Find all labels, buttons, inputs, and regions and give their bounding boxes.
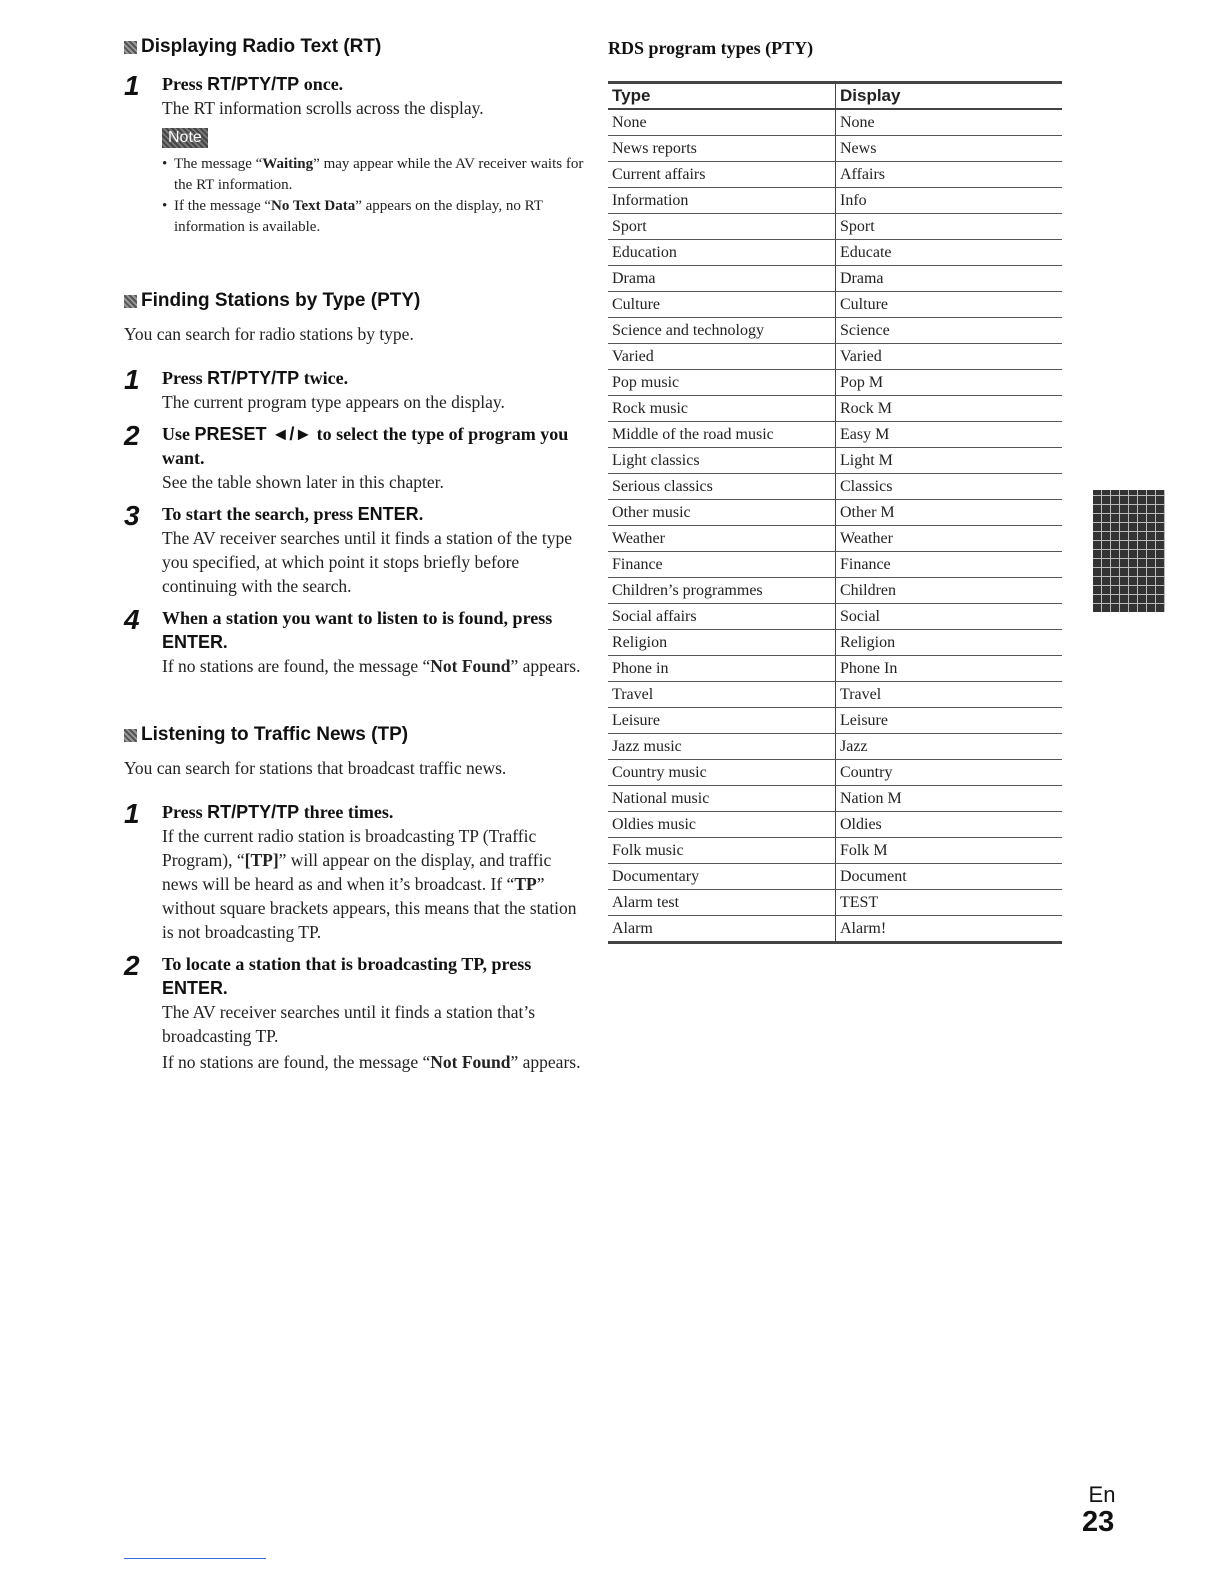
step-title: When a station you want to listen to is found, press ENTER. (162, 608, 553, 652)
cell-type: Rock music (608, 396, 836, 422)
left-column (124, 36, 584, 1074)
cell-display: Children (836, 578, 1063, 604)
step-body: If the current radio station is broadcasting TP (Traffic Program), “[TP]” will appear on the display, and traffic news will be heard as and when it’s broadcast. If “TP” without square brackets appears, this means that the station is not broadcasting TP. (162, 826, 577, 942)
cell-display: Nation M (836, 786, 1063, 812)
pty-step-4 (124, 606, 584, 678)
cell-display: Weather (836, 526, 1063, 552)
right-column (608, 38, 1064, 944)
step-body: If no stations are found, the message “Not Found” appears. (162, 656, 581, 676)
cell-display: Sport (836, 214, 1063, 240)
cell-type: Information (608, 188, 836, 214)
section-intro: You can search for stations that broadcast traffic news. (124, 758, 507, 778)
cell-type: Social affairs (608, 604, 836, 630)
cell-display: Oldies (836, 812, 1063, 838)
tp-step-2 (124, 952, 584, 1074)
section-heading-rt-text: Displaying Radio Text (RT) (141, 36, 382, 57)
cell-display: Varied (836, 344, 1063, 370)
table-row (608, 890, 1062, 916)
cell-display: TEST (836, 890, 1063, 916)
section-heading-tp (124, 724, 584, 746)
pty-step-1 (124, 366, 584, 414)
table-header-row (608, 83, 1062, 110)
table-row (608, 552, 1062, 578)
cell-type: News reports (608, 136, 836, 162)
cell-display: Jazz (836, 734, 1063, 760)
cell-type: Sport (608, 214, 836, 240)
pty-step-3 (124, 502, 584, 598)
step-title: Use PRESET ◄/► to select the type of program you want. (162, 424, 569, 468)
step-body-2: If no stations are found, the message “Not Found” appears. (162, 1052, 581, 1072)
table-row (608, 604, 1062, 630)
cell-type: Middle of the road music (608, 422, 836, 448)
step-body: The RT information scrolls across the display. (162, 98, 484, 118)
cell-display: Alarm! (836, 916, 1063, 943)
table-row (608, 188, 1062, 214)
step-number: 2 (124, 950, 140, 981)
cell-type: Serious classics (608, 474, 836, 500)
cell-type: None (608, 109, 836, 136)
section-square-icon (124, 295, 137, 308)
table-row (608, 240, 1062, 266)
cell-display: Folk M (836, 838, 1063, 864)
cell-type: Alarm (608, 916, 836, 943)
step-title: Press RT/PTY/TP twice. (162, 368, 349, 388)
header-display: Display (836, 83, 1063, 110)
section-intro: You can search for radio stations by type. (124, 324, 414, 344)
cell-display: Country (836, 760, 1063, 786)
table-row (608, 682, 1062, 708)
table-row (608, 448, 1062, 474)
step-body: The current program type appears on the display. (162, 392, 505, 412)
section-heading-pty-text: Finding Stations by Type (PTY) (141, 290, 421, 311)
table-row (608, 734, 1062, 760)
table-row (608, 214, 1062, 240)
table-row (608, 864, 1062, 890)
step-title: Press RT/PTY/TP three times. (162, 802, 394, 822)
cell-type: Drama (608, 266, 836, 292)
cell-display: Affairs (836, 162, 1063, 188)
chapter-tab-marker (1093, 490, 1165, 612)
step-title: To start the search, press ENTER. (162, 504, 424, 524)
cell-type: Education (608, 240, 836, 266)
cell-display: Culture (836, 292, 1063, 318)
cell-type: Phone in (608, 656, 836, 682)
step-number: 4 (124, 604, 140, 635)
cell-display: Educate (836, 240, 1063, 266)
pty-table-body (608, 109, 1062, 943)
table-row (608, 630, 1062, 656)
section-square-icon (124, 41, 137, 54)
cell-display: Info (836, 188, 1063, 214)
cell-display: Easy M (836, 422, 1063, 448)
cell-display: None (836, 109, 1063, 136)
footer-rule (124, 1558, 266, 1559)
cell-type: Oldies music (608, 812, 836, 838)
table-row (608, 526, 1062, 552)
cell-display: Classics (836, 474, 1063, 500)
step-number: 3 (124, 500, 140, 531)
table-row (608, 136, 1062, 162)
step-number: 1 (124, 364, 140, 395)
section-heading-rt (124, 36, 584, 58)
table-row (608, 109, 1062, 136)
step-number: 1 (124, 798, 140, 829)
table-row (608, 760, 1062, 786)
rt-step-1 (124, 72, 584, 238)
cell-display: Travel (836, 682, 1063, 708)
pty-step-2 (124, 422, 584, 494)
cell-type: Varied (608, 344, 836, 370)
table-title: RDS program types (PTY) (608, 38, 814, 58)
cell-type: Country music (608, 760, 836, 786)
table-row (608, 266, 1062, 292)
page-number: 23 (1082, 1506, 1115, 1538)
pty-table (608, 81, 1062, 944)
note-item: • The message “Waiting” may appear while the AV receiver waits for the RT information. (162, 154, 584, 196)
cell-display: Religion (836, 630, 1063, 656)
table-row (608, 786, 1062, 812)
table-row (608, 474, 1062, 500)
step-body: See the table shown later in this chapter. (162, 472, 444, 492)
note-badge: Note (162, 128, 208, 148)
cell-type: Light classics (608, 448, 836, 474)
cell-display: Science (836, 318, 1063, 344)
cell-display: Drama (836, 266, 1063, 292)
note-list (162, 154, 584, 238)
section-heading-pty (124, 290, 584, 312)
table-row (608, 656, 1062, 682)
cell-type: Children’s programmes (608, 578, 836, 604)
cell-display: Light M (836, 448, 1063, 474)
cell-type: Documentary (608, 864, 836, 890)
table-row (608, 916, 1062, 943)
header-type: Type (608, 83, 836, 110)
table-row (608, 500, 1062, 526)
cell-display: News (836, 136, 1063, 162)
step-body: The AV receiver searches until it finds a station that’s broadcasting TP. (162, 1002, 536, 1046)
step-title: Press RT/PTY/TP once. (162, 74, 344, 94)
table-row (608, 812, 1062, 838)
step-body: The AV receiver searches until it finds a station of the type you specified, at which point it stops briefly before continuing with the search. (162, 528, 573, 596)
table-row (608, 578, 1062, 604)
table-row (608, 396, 1062, 422)
table-row (608, 422, 1062, 448)
table-row (608, 838, 1062, 864)
cell-display: Document (836, 864, 1063, 890)
cell-type: Current affairs (608, 162, 836, 188)
cell-type: Leisure (608, 708, 836, 734)
cell-type: Weather (608, 526, 836, 552)
cell-type: Jazz music (608, 734, 836, 760)
cell-display: Finance (836, 552, 1063, 578)
cell-display: Phone In (836, 656, 1063, 682)
table-row (608, 708, 1062, 734)
table-row (608, 344, 1062, 370)
cell-type: Religion (608, 630, 836, 656)
table-row (608, 292, 1062, 318)
table-row (608, 318, 1062, 344)
cell-display: Leisure (836, 708, 1063, 734)
footer-language: En (1088, 1482, 1116, 1507)
step-title: To locate a station that is broadcasting TP, press ENTER. (162, 954, 532, 998)
cell-type: Finance (608, 552, 836, 578)
step-number: 1 (124, 70, 140, 101)
cell-type: Pop music (608, 370, 836, 396)
table-row (608, 370, 1062, 396)
cell-type: Culture (608, 292, 836, 318)
cell-display: Social (836, 604, 1063, 630)
cell-display: Other M (836, 500, 1063, 526)
section-heading-tp-text: Listening to Traffic News (TP) (141, 724, 409, 745)
cell-type: Other music (608, 500, 836, 526)
step-number: 2 (124, 420, 140, 451)
section-square-icon (124, 729, 137, 742)
cell-type: Science and technology (608, 318, 836, 344)
cell-type: Folk music (608, 838, 836, 864)
cell-type: Alarm test (608, 890, 836, 916)
cell-display: Pop M (836, 370, 1063, 396)
table-row (608, 162, 1062, 188)
cell-display: Rock M (836, 396, 1063, 422)
cell-type: Travel (608, 682, 836, 708)
note-item: • If the message “No Text Data” appears on the display, no RT information is available. (162, 196, 584, 238)
cell-type: National music (608, 786, 836, 812)
tp-step-1 (124, 800, 584, 944)
